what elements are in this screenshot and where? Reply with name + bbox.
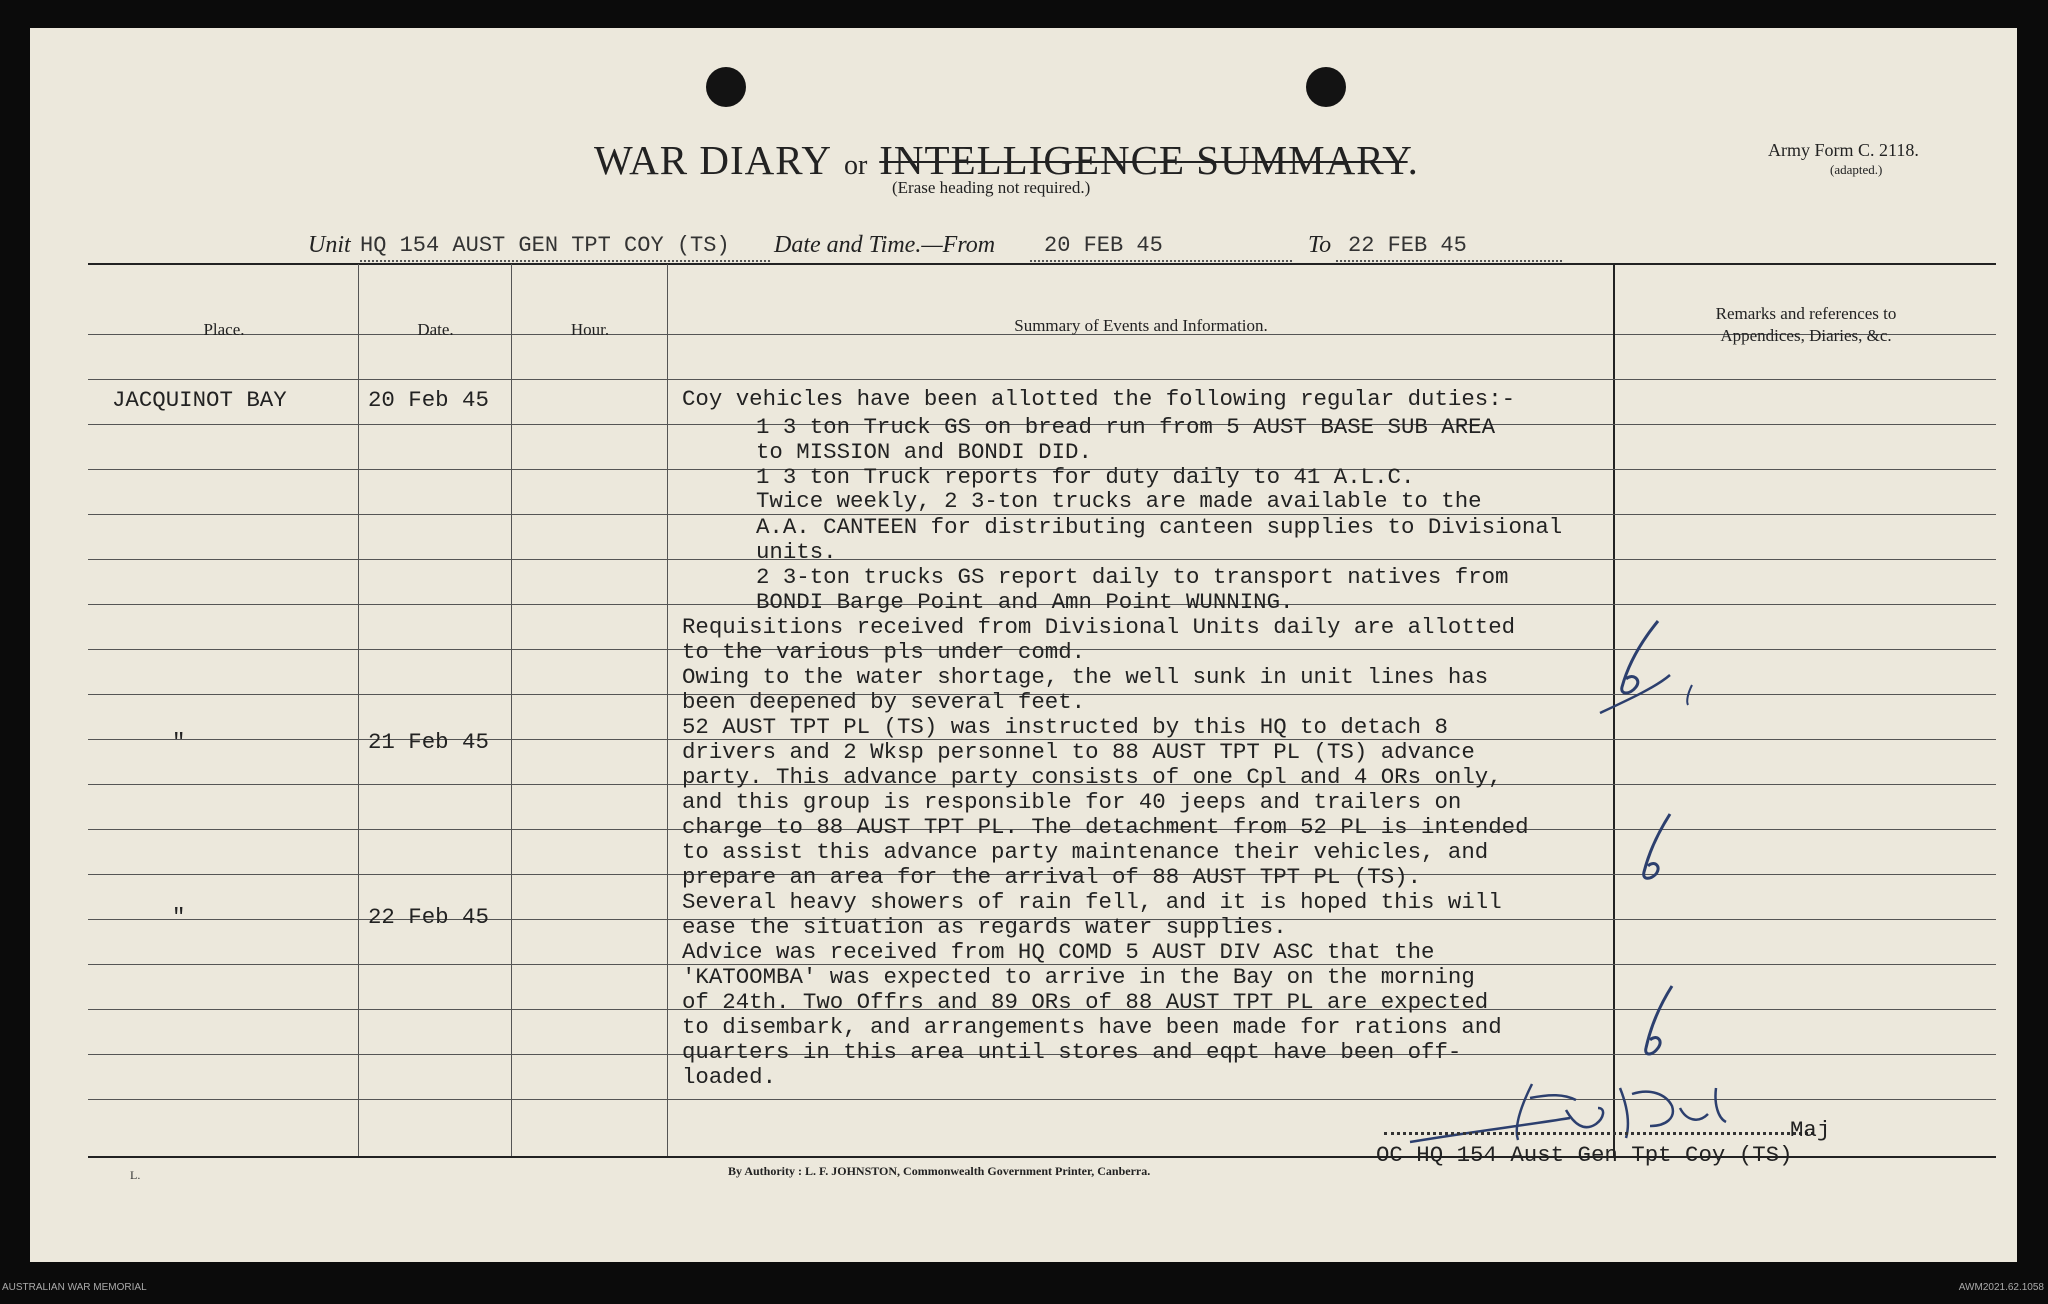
- punch-hole-right: [1306, 67, 1346, 107]
- col-header-summary: Summary of Events and Information.: [1014, 316, 1268, 335]
- initials-mark: [1570, 613, 1710, 723]
- archive-reference: AWM2021.62.1058: [1958, 1282, 2044, 1293]
- summary-line: drivers and 2 Wksp personnel to 88 AUST TPT PL (TS) advance: [682, 739, 1475, 765]
- col-header-remarks-line2: Appendices, Diaries, &c.: [1720, 326, 1892, 345]
- title-struck: INTELLIGENCE SUMMARY: [879, 137, 1408, 183]
- summary-line: Several heavy showers of rain fell, and it is hoped this will: [682, 889, 1502, 915]
- entry-date: 20 Feb 45: [368, 387, 489, 413]
- summary-line: been deepened by several feet.: [682, 689, 1086, 715]
- unit-field: [360, 230, 770, 262]
- title-or: or: [843, 150, 868, 181]
- archive-footer: [0, 1264, 2048, 1304]
- col-header-date: Date.: [417, 320, 454, 339]
- title-main: WAR DIARY: [594, 137, 832, 183]
- summary-line: charge to 88 AUST TPT PL. The detachment from 52 PL is intended: [682, 814, 1529, 840]
- form-code: L.: [130, 1168, 141, 1182]
- summary-line: to assist this advance party maintenance their vehicles, and: [682, 839, 1489, 865]
- summary-line: to disembark, and arrangements have been made for rations and: [682, 1014, 1502, 1040]
- summary-line: 2 3-ton trucks GS report daily to transport natives from: [756, 564, 1509, 590]
- entry-date: 22 Feb 45: [368, 904, 489, 930]
- entry-place: ": [172, 729, 186, 755]
- entry-place: ": [172, 904, 186, 930]
- unit-label: Unit: [308, 232, 351, 258]
- summary-line: of 24th. Two Offrs and 89 ORs of 88 AUST TPT PL are expected: [682, 989, 1489, 1015]
- from-date-field: [1030, 230, 1292, 262]
- summary-line: 52 AUST TPT PL (TS) was instructed by this HQ to detach 8: [682, 714, 1448, 740]
- signature-dotted-line: [1384, 1132, 1814, 1135]
- from-date-value: 20 FEB 45: [1044, 233, 1163, 258]
- summary-line: Coy vehicles have been allotted the following regular duties:-: [682, 386, 1516, 412]
- punch-hole-left: [706, 67, 746, 107]
- entry-date: 21 Feb 45: [368, 729, 489, 755]
- summary-line: Twice weekly, 2 3-ton trucks are made available to the: [756, 488, 1482, 514]
- summary-line: A.A. CANTEEN for distributing canteen supplies to Divisional: [756, 514, 1563, 540]
- signature-rank: Maj: [1790, 1117, 1831, 1143]
- summary-line: units.: [756, 539, 837, 565]
- summary-line: quarters in this area until stores and eqpt have been off-: [682, 1039, 1462, 1065]
- war-diary-sheet: [30, 28, 2017, 1262]
- summary-line: loaded.: [682, 1064, 777, 1090]
- col-header-place: Place.: [203, 320, 245, 339]
- summary-line: 'KATOOMBA' was expected to arrive in the Bay on the morning: [682, 964, 1475, 990]
- date-time-label: Date and Time.—From: [774, 232, 996, 258]
- entry-place: JACQUINOT BAY: [112, 387, 287, 413]
- summary-line: party. This advance party consists of one Cpl and 4 ORs only,: [682, 764, 1502, 790]
- archive-name: AUSTRALIAN WAR MEMORIAL: [2, 1282, 147, 1293]
- form-title: [594, 136, 1419, 184]
- printer-authority: By Authority : L. F. JOHNSTON, Commonwealth Government Printer, Canberra.: [728, 1164, 1151, 1178]
- summary-line: to MISSION and BONDI DID.: [756, 439, 1092, 465]
- title-period: .: [1407, 137, 1419, 183]
- army-form-number: Army Form C. 2118.: [1768, 140, 1919, 160]
- summary-line: Owing to the water shortage, the well sunk in unit lines has: [682, 664, 1489, 690]
- summary-line: 1 3 ton Truck reports for duty daily to 41 A.L.C.: [756, 464, 1415, 490]
- summary-line: BONDI Barge Point and Amn Point WUNNING.: [756, 589, 1294, 615]
- erase-note: (Erase heading not required.): [892, 178, 1091, 197]
- summary-line: ease the situation as regards water supplies.: [682, 914, 1287, 940]
- unit-value: HQ 154 AUST GEN TPT COY (TS): [360, 233, 730, 258]
- summary-line: Requisitions received from Divisional Units daily are allotted: [682, 614, 1516, 640]
- col-header-hour: Hour.: [570, 320, 610, 339]
- col-header-remarks-line1: Remarks and references to: [1715, 304, 1897, 323]
- initials-mark: [1590, 808, 1700, 898]
- signature-position: OC HQ 154 Aust Gen Tpt Coy (TS): [1376, 1142, 1793, 1168]
- summary-line: Advice was received from HQ COMD 5 AUST DIV ASC that the: [682, 939, 1435, 965]
- summary-line: and this group is responsible for 40 jeeps and trailers on: [682, 789, 1462, 815]
- adapted-note: (adapted.): [1830, 162, 1883, 177]
- summary-line: prepare an area for the arrival of 88 AUST TPT PL (TS).: [682, 864, 1422, 890]
- to-date-value: 22 FEB 45: [1348, 233, 1467, 258]
- summary-line: 1 3 ton Truck GS on bread run from 5 AUST BASE SUB AREA: [756, 414, 1496, 440]
- to-label: To: [1308, 232, 1332, 258]
- summary-line: to the various pls under comd.: [682, 639, 1086, 665]
- to-date-field: [1336, 230, 1562, 262]
